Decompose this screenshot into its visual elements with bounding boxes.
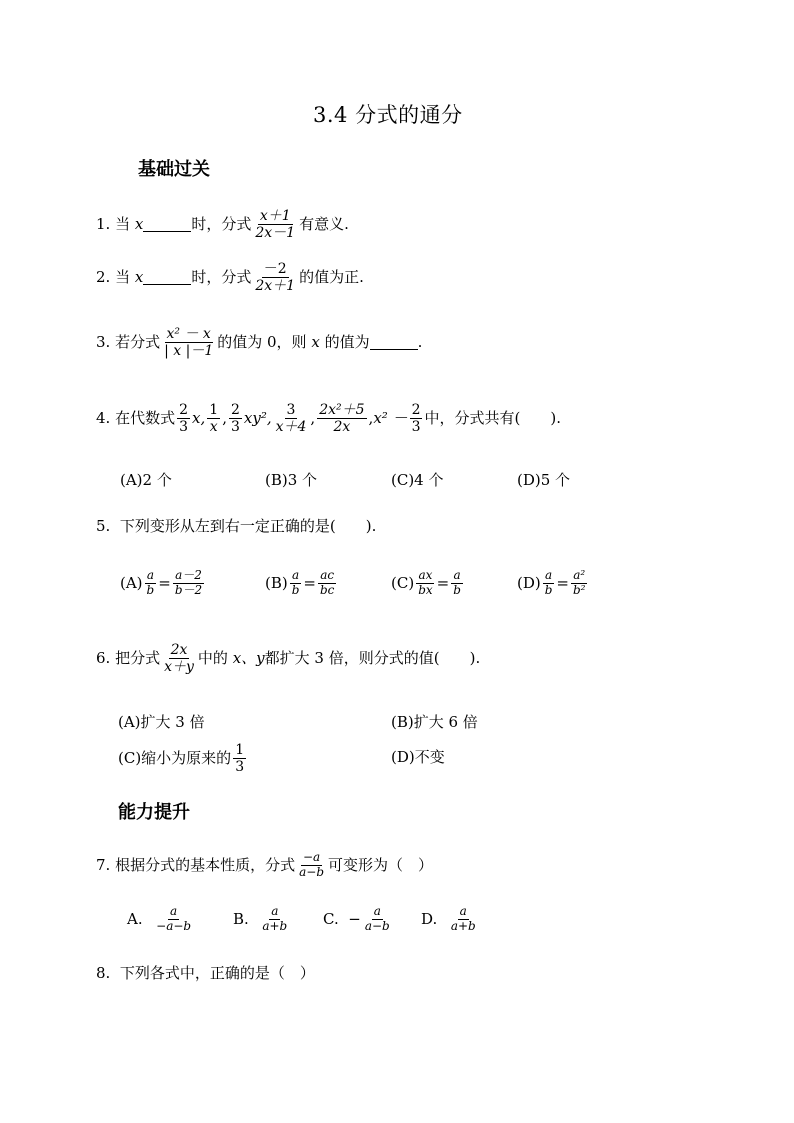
fraction xyxy=(162,326,215,359)
question-text: 时，分式 xyxy=(191,268,252,287)
numerator: a xyxy=(146,568,154,582)
numerator: a xyxy=(271,904,279,918)
q5-option-b xyxy=(265,569,338,598)
question-number: 8. xyxy=(96,964,111,982)
denominator: 2x－1 xyxy=(255,225,296,242)
denominator: bx xyxy=(418,582,433,597)
q4-option-a: (A)2 个 xyxy=(120,471,172,489)
question-1 xyxy=(96,208,349,241)
question-text: 在代数式 xyxy=(115,409,176,428)
variable: x xyxy=(134,215,144,234)
question-number: 7. xyxy=(96,855,111,874)
fraction xyxy=(449,905,478,934)
denominator: b xyxy=(453,582,461,597)
question-number: 1. xyxy=(96,215,111,234)
numerator: a xyxy=(292,568,300,582)
fraction xyxy=(173,569,204,598)
question-2 xyxy=(96,261,364,294)
fraction xyxy=(451,569,463,598)
numerator: 2 xyxy=(411,402,421,418)
fraction xyxy=(162,642,196,675)
numerator: a xyxy=(453,568,461,582)
question-8 xyxy=(96,966,315,981)
q6-option-a: (A)扩大 3 倍 xyxy=(118,713,205,731)
denominator: a+b xyxy=(262,918,288,933)
question-6 xyxy=(96,642,480,675)
question-text: 的值为 xyxy=(324,333,370,352)
numerator: a xyxy=(373,904,381,918)
sign: − xyxy=(348,909,361,928)
denominator: 2x＋1 xyxy=(255,278,296,295)
question-text: 若分式 xyxy=(115,333,161,352)
fraction xyxy=(229,402,242,435)
fraction xyxy=(317,402,366,435)
numerator: a xyxy=(459,904,467,918)
question-text: 中的 xyxy=(197,649,228,668)
fraction xyxy=(260,905,289,934)
numerator: x² － x xyxy=(166,326,211,342)
denominator: 3 xyxy=(179,419,189,436)
option-label: C. xyxy=(323,909,339,928)
q4-option-d: (D)5 个 xyxy=(517,471,571,489)
denominator: b－2 xyxy=(174,582,203,597)
fraction xyxy=(543,569,555,598)
fraction xyxy=(410,402,423,435)
fraction xyxy=(145,569,157,598)
question-text: 中，分式共有( ). xyxy=(424,409,561,428)
fraction xyxy=(290,569,302,598)
q4-option-c: (C)4 个 xyxy=(391,471,444,489)
term: xy², xyxy=(243,409,272,428)
fraction xyxy=(363,905,392,934)
denominator: x＋y xyxy=(164,659,194,676)
option-label: (C) xyxy=(391,573,415,592)
question-text: 根据分式的基本性质，分式 xyxy=(115,855,296,874)
denominator: 2x xyxy=(333,419,351,436)
question-number: 2. xyxy=(96,268,111,287)
q6-option-d: (D)不变 xyxy=(391,748,445,766)
q5-option-c xyxy=(391,569,465,598)
fraction xyxy=(274,402,309,435)
fraction xyxy=(318,569,336,598)
q4-option-b: (B)3 个 xyxy=(265,471,318,489)
q7-option-b xyxy=(233,905,291,934)
fraction xyxy=(416,569,434,598)
q7-option-a xyxy=(127,905,195,934)
option-label: B. xyxy=(233,909,249,928)
numerator: a xyxy=(170,904,178,918)
question-text: 当 xyxy=(115,268,131,287)
option-label: (D) xyxy=(517,573,541,592)
numerator: 2 xyxy=(230,402,240,418)
question-text: 的值为 0，则 xyxy=(217,333,307,352)
option-label: (A) xyxy=(120,573,143,592)
denominator: −a−b xyxy=(156,918,192,933)
equals-sign: = xyxy=(303,573,316,592)
question-text: 时，分式 xyxy=(191,215,252,234)
question-text: 都扩大 3 倍，则分式的值( ). xyxy=(264,649,481,668)
denominator: x xyxy=(209,419,218,436)
q5-option-a xyxy=(120,569,206,598)
numerator: x＋1 xyxy=(259,208,291,224)
section-heading-advanced: 能力提升 xyxy=(118,802,190,823)
denominator: | x |－1 xyxy=(164,343,214,360)
option-label: (B) xyxy=(265,573,288,592)
denominator: b xyxy=(291,582,300,597)
question-number: 4. xyxy=(96,409,111,428)
option-label: A. xyxy=(127,909,143,928)
numerator: 1 xyxy=(209,402,219,418)
q7-option-d xyxy=(421,905,480,934)
question-number: 5. xyxy=(96,517,111,535)
numerator: a xyxy=(545,568,553,582)
fraction xyxy=(297,851,326,880)
term: , xyxy=(310,409,316,428)
fraction xyxy=(571,569,588,598)
q5-option-d xyxy=(517,569,590,598)
denominator: a−b xyxy=(364,918,390,933)
numerator: 2x xyxy=(170,642,188,658)
numerator: −a xyxy=(302,850,321,864)
answer-blank xyxy=(143,270,191,285)
denominator: b xyxy=(146,582,155,597)
option-label: D. xyxy=(421,909,438,928)
denominator: b² xyxy=(573,582,586,597)
fraction xyxy=(253,261,297,294)
answer-blank xyxy=(143,217,191,232)
numerator: 2x²＋5 xyxy=(319,402,365,418)
numerator: 1 xyxy=(235,742,245,758)
denominator: 3 xyxy=(235,759,245,776)
denominator: 3 xyxy=(411,419,421,436)
equals-sign: = xyxy=(436,573,450,592)
question-text: . xyxy=(417,333,423,352)
denominator: a+b xyxy=(450,918,476,933)
option-text: (C)缩小为原来的 xyxy=(118,749,232,768)
question-3 xyxy=(96,326,422,359)
q6-option-c xyxy=(118,742,248,775)
numerator: 2 xyxy=(179,402,189,418)
answer-blank xyxy=(370,335,418,350)
q6-option-b: (B)扩大 6 倍 xyxy=(391,713,478,731)
question-text: 可变形为（ ） xyxy=(328,855,434,874)
fraction xyxy=(233,742,246,775)
denominator: b xyxy=(544,582,553,597)
numerator: 3 xyxy=(286,402,296,418)
numerator: a² xyxy=(573,568,586,582)
fraction xyxy=(253,208,297,241)
section-heading-basic: 基础过关 xyxy=(138,159,210,180)
equals-sign: = xyxy=(158,573,171,592)
q7-option-c xyxy=(323,905,394,934)
variable: x xyxy=(311,333,320,352)
fraction xyxy=(177,402,190,435)
question-text: 下列变形从左到右一定正确的是( ). xyxy=(119,517,377,535)
page-title: 3.4 分式的通分 xyxy=(313,103,463,127)
variables: x、y xyxy=(232,649,265,668)
question-text: 的值为正. xyxy=(299,268,364,287)
question-text: 下列各式中，正确的是（ ） xyxy=(119,964,315,982)
numerator: ax xyxy=(418,568,433,582)
variable: x xyxy=(134,268,144,287)
term: x, xyxy=(192,409,206,428)
question-7 xyxy=(96,851,433,880)
equals-sign: = xyxy=(556,573,569,592)
question-4 xyxy=(96,402,561,435)
question-5 xyxy=(96,519,376,534)
denominator: 3 xyxy=(230,419,240,436)
numerator: a－2 xyxy=(175,568,202,582)
question-text: 当 xyxy=(115,215,131,234)
term: , xyxy=(368,409,374,428)
question-text: 把分式 xyxy=(115,649,161,668)
question-text: 有意义. xyxy=(299,215,349,234)
numerator: ac xyxy=(320,568,335,582)
denominator: bc xyxy=(320,582,335,597)
question-number: 6. xyxy=(96,649,111,668)
denominator: a−b xyxy=(299,864,324,879)
term: , xyxy=(222,409,227,428)
fraction xyxy=(154,905,193,934)
fraction xyxy=(207,402,220,435)
question-number: 3. xyxy=(96,333,111,352)
denominator: x＋4 xyxy=(275,419,307,436)
term: x² － xyxy=(373,409,408,428)
numerator: －2 xyxy=(263,261,287,277)
